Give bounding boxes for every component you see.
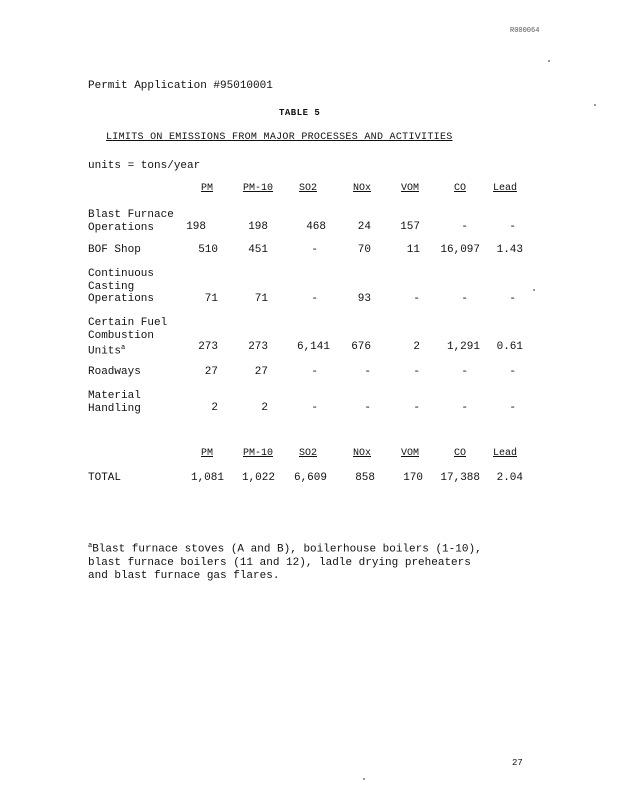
footnote-text: Blast furnace stoves (A and B), boilerhouse boilers (1-10), blast furnace boilers (11 and 12), ladle drying preheaters and blast furnace gas flares. <box>88 543 482 582</box>
cell-pm: 2 <box>211 402 218 414</box>
scan-speck <box>533 289 535 291</box>
cell-nox: 93 <box>357 293 371 305</box>
col-header-nox: NOx <box>352 448 371 459</box>
col-header-nox: NOx <box>352 183 371 194</box>
cell-lead: - <box>509 293 516 305</box>
cell-so2: - <box>311 402 318 414</box>
cell-pm10: 273 <box>248 341 268 353</box>
cell-co: 1,291 <box>446 341 480 353</box>
cell-nox: - <box>364 366 371 378</box>
cell-so2: - <box>311 366 318 378</box>
cell-lead: 0.61 <box>496 341 523 353</box>
col-header-vom: VOM <box>400 183 419 194</box>
cell-lead: - <box>509 221 516 233</box>
cell-co: - <box>461 402 468 414</box>
total-pm: 1,081 <box>190 472 224 484</box>
footnote-marker: a <box>88 542 93 550</box>
cell-vom: 11 <box>406 244 420 256</box>
cell-pm: 510 <box>198 244 218 256</box>
cell-lead: 1.43 <box>496 244 523 256</box>
total-label: TOTAL <box>88 472 122 484</box>
col-header-co: CO <box>453 448 466 459</box>
document-id: R000064 <box>510 27 540 35</box>
row-label-text: Certain Fuel Combustion Units <box>88 317 168 358</box>
cell-pm: 273 <box>198 341 218 353</box>
cell-co: 16,097 <box>440 244 480 256</box>
total-pm10: 1,022 <box>241 472 275 484</box>
cell-pm: 71 <box>204 293 218 305</box>
col-header-pm10: PM-10 <box>242 183 273 194</box>
row-label: Material Handling <box>88 390 141 415</box>
scan-speck <box>594 104 596 106</box>
col-header-so2: SO2 <box>298 183 317 194</box>
scan-speck <box>548 60 550 62</box>
col-header-pm10: PM-10 <box>242 448 273 459</box>
cell-pm10: 71 <box>254 293 268 305</box>
scan-speck <box>363 778 365 780</box>
total-vom: 170 <box>403 472 423 484</box>
cell-so2: - <box>311 244 318 256</box>
cell-pm: 198 <box>186 221 206 233</box>
cell-vom: - <box>413 293 420 305</box>
cell-vom: 2 <box>413 341 420 353</box>
cell-lead: - <box>509 366 516 378</box>
units-label: units = tons/year <box>88 160 201 172</box>
cell-pm10: 451 <box>248 244 268 256</box>
col-header-so2: SO2 <box>298 448 317 459</box>
cell-so2: 468 <box>306 221 326 233</box>
row-label: Continuous Casting Operations <box>88 268 155 305</box>
cell-vom: 157 <box>400 221 420 233</box>
cell-co: - <box>461 221 468 233</box>
cell-so2: 6,141 <box>296 341 330 353</box>
cell-nox: 676 <box>351 341 371 353</box>
cell-pm10: 27 <box>254 366 268 378</box>
total-nox: 858 <box>355 472 375 484</box>
table-title: LIMITS ON EMISSIONS FROM MAJOR PROCESSES AND ACTIVITIES <box>106 132 453 143</box>
cell-pm10: 198 <box>248 221 268 233</box>
total-lead: 2.04 <box>496 472 523 484</box>
cell-so2: - <box>311 293 318 305</box>
cell-vom: - <box>413 366 420 378</box>
row-label <box>88 317 167 358</box>
col-header-co: CO <box>453 183 466 194</box>
col-header-pm: PM <box>200 183 213 194</box>
cell-pm10: 2 <box>261 402 268 414</box>
cell-vom: - <box>413 402 420 414</box>
footnote-marker: a <box>121 344 126 352</box>
total-co: 17,388 <box>440 472 480 484</box>
footnote <box>88 540 482 583</box>
row-label: Roadways <box>88 366 141 378</box>
col-header-lead: Lead <box>492 448 517 459</box>
cell-pm: 27 <box>204 366 218 378</box>
cell-lead: - <box>509 402 516 414</box>
cell-co: - <box>461 366 468 378</box>
total-so2: 6,609 <box>293 472 327 484</box>
cell-co: - <box>461 293 468 305</box>
page-number: 27 <box>512 758 523 768</box>
table-label: TABLE 5 <box>279 108 321 118</box>
row-label: Blast Furnace Operations <box>88 209 174 234</box>
permit-application-title: Permit Application #95010001 <box>88 80 273 92</box>
cell-nox: 24 <box>357 221 371 233</box>
cell-nox: 70 <box>357 244 371 256</box>
cell-nox: - <box>364 402 371 414</box>
col-header-pm: PM <box>200 448 213 459</box>
col-header-lead: Lead <box>492 183 517 194</box>
col-header-vom: VOM <box>400 448 419 459</box>
row-label: BOF Shop <box>88 244 141 256</box>
